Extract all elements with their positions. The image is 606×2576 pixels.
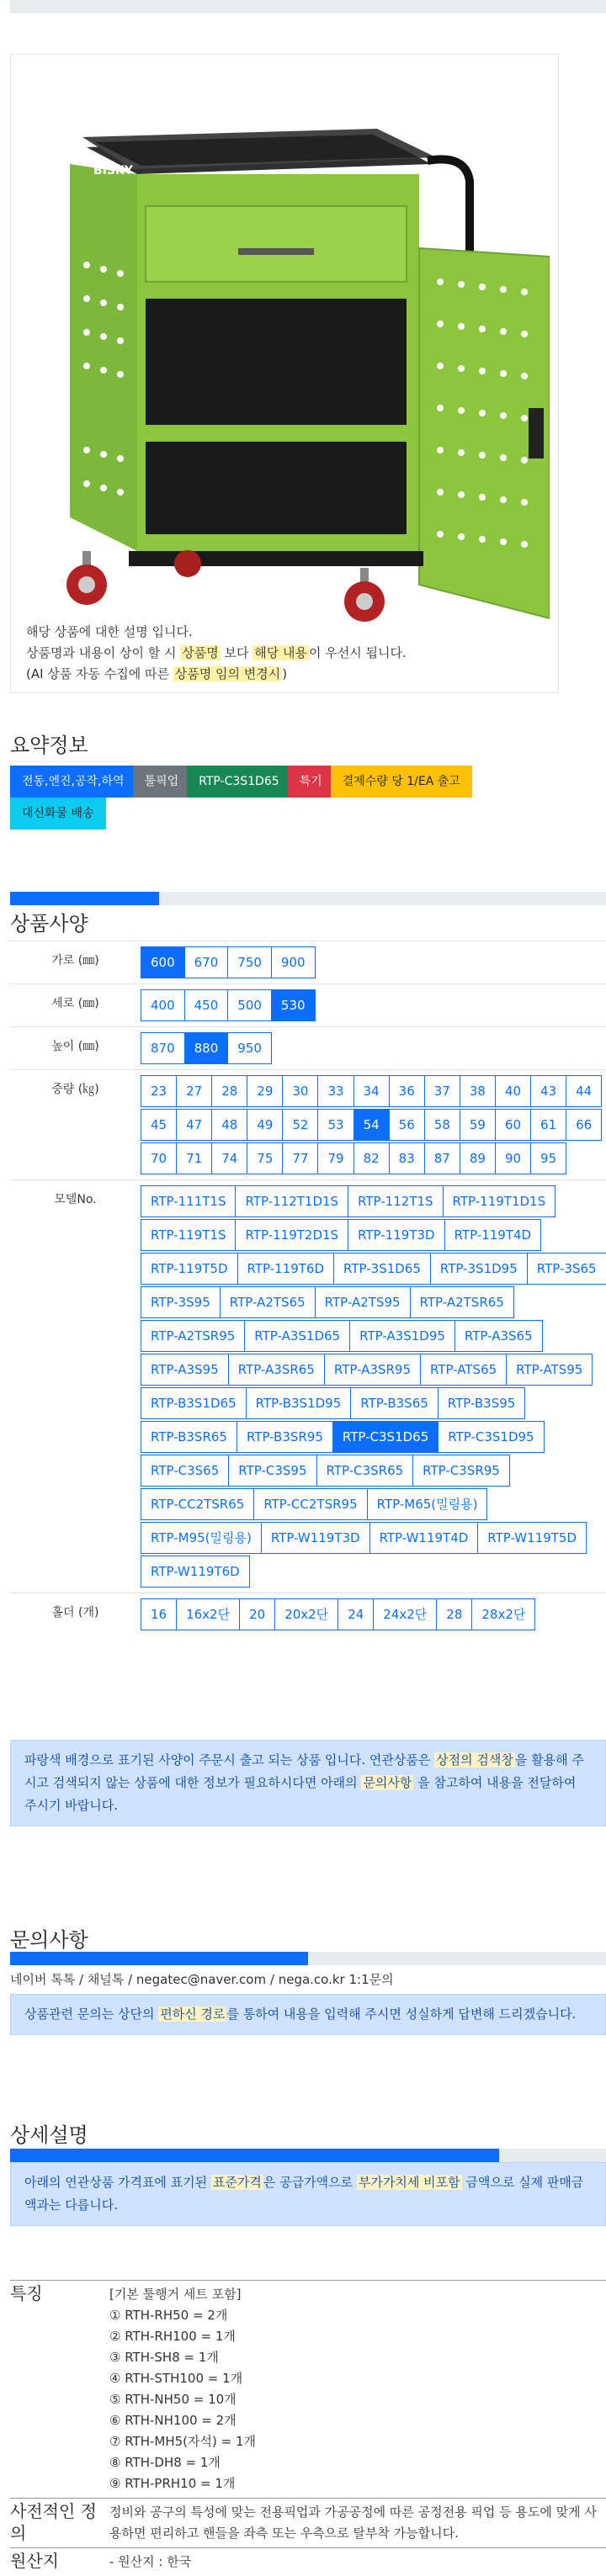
spec-option-button[interactable]: 30	[282, 1075, 318, 1107]
contact-links	[10, 1970, 394, 1988]
spec-option-button[interactable]: RTP-119T1S	[141, 1219, 236, 1251]
spec-option-button[interactable]: 37	[424, 1075, 460, 1107]
spec-option-button[interactable]: 44	[566, 1075, 602, 1107]
tool-cart-image	[45, 80, 550, 635]
spec-option-button[interactable]: 74	[211, 1142, 247, 1174]
spec-option-button[interactable]: RTP-B3S65	[350, 1387, 439, 1419]
spec-option-button[interactable]: 38	[460, 1075, 496, 1107]
spec-row	[10, 1027, 606, 1070]
spec-option-button[interactable]: 52	[282, 1109, 318, 1141]
detail-line: ④ RTH-STH100 = 1개	[109, 2368, 606, 2389]
spec-option-button[interactable]: 24	[338, 1598, 374, 1630]
spec-option-button[interactable]: RTP-119T1D1S	[443, 1185, 556, 1217]
spec-option-button[interactable]: 89	[460, 1142, 496, 1174]
spec-option-button[interactable]: RTP-C3S1D95	[438, 1421, 544, 1453]
detail-line: 정비와 공구의 특성에 맞는 전용픽업과 가공공정에 따른 공정전용 픽업 등 용도에 맞게 사용하면 편리하고 핸들을 좌측 또는 우측으로 탈부착 가능합니다.	[109, 2502, 606, 2544]
spec-option-button[interactable]: 34	[354, 1075, 390, 1107]
spec-option-button[interactable]: RTP-W119T4D	[369, 1522, 479, 1554]
contact-link[interactable]: 채널톡	[88, 1972, 124, 1987]
spec-option-button[interactable]: RTP-W119T5D	[477, 1522, 587, 1554]
spec-option-button[interactable]: RTP-C3SR65	[316, 1455, 414, 1487]
detail-line: ③ RTH-SH8 = 1개	[109, 2347, 606, 2368]
spec-option-button[interactable]: RTP-M65(밀링용)	[367, 1488, 488, 1520]
separator: /	[124, 1972, 136, 1987]
detail-line: [기본 툴행거 세트 포함]	[109, 2284, 606, 2305]
detail-line: ② RTH-RH100 = 1개	[109, 2326, 606, 2347]
spec-option-button[interactable]: RTP-3S1D65	[333, 1253, 431, 1285]
detail-value	[109, 2548, 606, 2576]
spec-option-button[interactable]: RTP-CC2TSR65	[141, 1488, 254, 1520]
spec-option-button[interactable]: RTP-C3SR95	[412, 1455, 510, 1487]
detail-key: 특징	[10, 2281, 109, 2499]
spec-option-button[interactable]: 750	[227, 946, 272, 978]
spec-option-button[interactable]: 29	[247, 1075, 283, 1107]
spec-option-button[interactable]: RTP-W119T6D	[141, 1556, 250, 1587]
spec-options	[141, 984, 606, 1027]
product-image-box	[10, 54, 559, 693]
spec-option-button[interactable]: 54	[354, 1109, 390, 1141]
detail-notice: 아래의 연관상품 가격표에 표기된 표준가격 은 공급가액으로 부가가치세 비포함 금액으로 실제 판매금액과는 다릅니다.	[10, 2162, 606, 2226]
spec-option-button[interactable]: 600	[141, 946, 185, 978]
spec-option-button[interactable]: 900	[271, 946, 316, 978]
spec-label: 세로 (㎜)	[10, 984, 141, 1027]
spec-option-button[interactable]: 950	[227, 1032, 272, 1064]
spec-option-button[interactable]: 58	[424, 1109, 460, 1141]
spec-option-button[interactable]: 61	[530, 1109, 566, 1141]
spec-option-button[interactable]: RTP-ATS95	[506, 1354, 593, 1386]
product-description	[26, 622, 407, 685]
summary-badge: 결제수량 당 1/EA 출고	[331, 766, 472, 798]
spec-options	[141, 1027, 606, 1070]
spec-label: 가로 (㎜)	[10, 941, 141, 984]
spec-option-button[interactable]: 870	[141, 1032, 185, 1064]
spec-option-button[interactable]: 28	[436, 1598, 472, 1630]
spec-option-button[interactable]: 24x2단	[373, 1598, 437, 1630]
spec-option-button[interactable]: RTP-A3SR65	[228, 1354, 325, 1386]
summary-title: 요약정보	[10, 729, 88, 758]
inquiry-progress	[10, 1952, 606, 1965]
spec-option-button[interactable]: RTP-A3S1D95	[349, 1320, 455, 1352]
spec-option-button[interactable]: RTP-M95(밀링용)	[141, 1522, 262, 1554]
spec-option-button[interactable]: 77	[282, 1142, 318, 1174]
spec-option-button[interactable]: 33	[317, 1075, 354, 1107]
spec-option-button[interactable]: 70	[141, 1142, 177, 1174]
detail-line: ⑨ RTH-PRH10 = 1개	[109, 2473, 606, 2494]
spec-option-button[interactable]: 49	[247, 1109, 283, 1141]
spec-option-button[interactable]: RTP-112T1S	[348, 1185, 443, 1217]
spec-option-button[interactable]: RTP-119T4D	[444, 1219, 542, 1251]
detail-line: ① RTH-RH50 = 2개	[109, 2305, 606, 2326]
spec-option-button[interactable]: RTP-C3S65	[141, 1455, 229, 1487]
spec-option-button[interactable]: RTP-112T1D1S	[235, 1185, 348, 1217]
spec-option-button[interactable]: 450	[184, 989, 229, 1021]
description-line: (AI 상품 자동 수집에 따른 상품명 임의 변경시 )	[26, 664, 407, 685]
spec-option-button[interactable]: 16x2단	[176, 1598, 240, 1630]
spec-option-button[interactable]: RTP-A3S1D65	[244, 1320, 350, 1352]
spec-options	[141, 1180, 606, 1593]
spec-option-button[interactable]: 27	[176, 1075, 212, 1107]
summary-badge: RTP-C3S1D65	[187, 766, 291, 798]
specs-progress	[10, 892, 606, 905]
spec-notice: 파랑색 배경으로 표기된 사양이 주문시 출고 되는 상품 입니다. 연관상품은 상점의 검색창 을 활용해 주시고 검색되지 않는 상품에 대한 정보가 필요하시다면 아래의 문의사항 을 참고하여 내용을 전달하여 주시기 바랍니다.	[10, 1740, 606, 1826]
contact-link[interactable]: nega.co.kr 1:1문의	[279, 1972, 394, 1987]
description-line: 해당 상품에 대한 설명 입니다.	[26, 622, 407, 643]
spec-option-button[interactable]: RTP-B3S1D65	[141, 1387, 247, 1419]
spec-option-button[interactable]: RTP-B3SR95	[237, 1421, 333, 1453]
spec-label: 모델No.	[10, 1180, 141, 1593]
summary-badge: 대신화물 배송	[10, 798, 106, 830]
contact-link[interactable]: negatec@naver.com	[136, 1972, 266, 1987]
summary-badge: 특기	[288, 766, 334, 798]
specs-title: 상품사양	[10, 907, 88, 936]
separator: /	[75, 1972, 88, 1987]
spec-option-button[interactable]: RTP-119T5D	[141, 1253, 238, 1285]
inquiry-notice: 상품관련 문의는 상단의 편하신 경로 를 통하여 내용을 입력해 주시면 성실하게 답변해 드리겠습니다.	[10, 1994, 606, 2035]
spec-option-button[interactable]: RTP-A3S65	[454, 1320, 543, 1352]
spec-option-button[interactable]: 87	[424, 1142, 460, 1174]
spec-option-button[interactable]: 56	[389, 1109, 425, 1141]
detail-line: - 원산지 : 한국	[109, 2552, 606, 2573]
top-progress-bar	[10, 0, 606, 13]
spec-option-button[interactable]: 530	[271, 989, 316, 1021]
spec-option-button[interactable]: 16	[141, 1598, 177, 1630]
spec-option-button[interactable]: RTP-W119T3D	[261, 1522, 370, 1554]
detail-table	[10, 2280, 606, 2576]
spec-option-button[interactable]: RTP-B3SR65	[141, 1421, 237, 1453]
spec-row	[10, 941, 606, 984]
spec-options	[141, 1070, 606, 1180]
spec-option-button[interactable]: RTP-C3S1D65	[332, 1421, 439, 1453]
spec-option-button[interactable]: 500	[227, 989, 272, 1021]
svg-text:BISKY: BISKY	[93, 164, 134, 178]
spec-label: 중량 (㎏)	[10, 1070, 141, 1180]
spec-option-button[interactable]: 47	[176, 1109, 212, 1141]
spec-row	[10, 984, 606, 1027]
spec-option-button[interactable]: 66	[566, 1109, 602, 1141]
spec-option-button[interactable]: 82	[354, 1142, 390, 1174]
spec-option-button[interactable]: 20	[239, 1598, 275, 1630]
spec-option-button[interactable]: 83	[389, 1142, 425, 1174]
spec-options	[141, 1593, 606, 1636]
detail-progress	[10, 2149, 606, 2162]
spec-options	[141, 941, 606, 984]
spec-option-button[interactable]: 71	[176, 1142, 212, 1174]
detail-row	[10, 2499, 606, 2548]
spec-table	[10, 941, 606, 1635]
spec-option-button[interactable]: 75	[247, 1142, 283, 1174]
spec-option-button[interactable]: 36	[389, 1075, 425, 1107]
spec-row	[10, 1593, 606, 1636]
detail-line: ⑦ RTH-MH5(자석) = 1개	[109, 2431, 606, 2452]
spec-option-button[interactable]: RTP-3S1D95	[430, 1253, 528, 1285]
spec-label: 높이 (㎜)	[10, 1027, 141, 1070]
spec-row	[10, 1180, 606, 1593]
spec-option-button[interactable]: 880	[184, 1032, 229, 1064]
spec-row	[10, 1070, 606, 1180]
spec-option-button[interactable]: RTP-A3SR95	[324, 1354, 421, 1386]
spec-option-button[interactable]: RTP-CC2TSR95	[253, 1488, 367, 1520]
spec-option-button[interactable]: RTP-A3S95	[141, 1354, 229, 1386]
spec-option-button[interactable]: 23	[141, 1075, 177, 1107]
spec-option-button[interactable]: 20x2단	[274, 1598, 338, 1630]
detail-line: ⑤ RTH-NH50 = 10개	[109, 2389, 606, 2410]
spec-option-button[interactable]: RTP-119T3D	[348, 1219, 445, 1251]
summary-badge: 툴픽업	[133, 766, 191, 798]
spec-option-button[interactable]: RTP-111T1S	[141, 1185, 236, 1217]
spec-option-button[interactable]: 400	[141, 989, 185, 1021]
contact-link[interactable]: 네이버 톡톡	[10, 1972, 75, 1987]
spec-option-button[interactable]: RTP-C3S95	[228, 1455, 316, 1487]
spec-option-button[interactable]: RTP-B3S95	[438, 1387, 526, 1419]
spec-option-button[interactable]: 28	[211, 1075, 247, 1107]
spec-option-button[interactable]: RTP-119T6D	[237, 1253, 335, 1285]
detail-key: 원산지	[10, 2548, 109, 2576]
spec-option-button[interactable]: RTP-A2TSR95	[141, 1320, 245, 1352]
spec-option-button[interactable]: 43	[530, 1075, 566, 1107]
summary-badge: 전동,엔진,공작,하역	[10, 766, 136, 798]
spec-option-button[interactable]: 60	[495, 1109, 531, 1141]
detail-row	[10, 2281, 606, 2499]
summary-badges	[10, 766, 599, 830]
spec-option-button[interactable]: 95	[530, 1142, 566, 1174]
spec-option-button[interactable]: 45	[141, 1109, 177, 1141]
spec-option-button[interactable]: 28x2단	[471, 1598, 535, 1630]
spec-option-button[interactable]: RTP-A2TS65	[220, 1286, 316, 1318]
detail-line: ⑧ RTH-DH8 = 1개	[109, 2452, 606, 2473]
spec-option-button[interactable]: 59	[460, 1109, 496, 1141]
spec-option-button[interactable]: 670	[184, 946, 229, 978]
spec-option-button[interactable]: RTP-A2TS95	[315, 1286, 411, 1318]
detail-row	[10, 2548, 606, 2576]
detail-title: 상세설명	[10, 2118, 88, 2148]
separator: /	[266, 1972, 279, 1987]
detail-key: 사전적인 정의	[10, 2499, 109, 2548]
spec-option-button[interactable]: RTP-B3S1D95	[246, 1387, 352, 1419]
spec-option-button[interactable]: 48	[211, 1109, 247, 1141]
spec-option-button[interactable]: 90	[495, 1142, 531, 1174]
detail-line: ⑥ RTH-NH100 = 2개	[109, 2410, 606, 2431]
spec-option-button[interactable]: RTP-119T2D1S	[235, 1219, 348, 1251]
spec-option-button[interactable]: 40	[495, 1075, 531, 1107]
spec-option-button[interactable]: RTP-ATS65	[420, 1354, 507, 1386]
spec-option-button[interactable]: RTP-A2TSR65	[410, 1286, 514, 1318]
detail-value	[109, 2281, 606, 2499]
spec-option-button[interactable]: 79	[317, 1142, 354, 1174]
detail-value	[109, 2499, 606, 2548]
spec-option-button[interactable]: RTP-3S65	[527, 1253, 606, 1285]
description-line: 상품명과 내용이 상이 할 시 상품명 보다 해당 내용 이 우선시 됩니다.	[26, 643, 407, 664]
inquiry-title: 문의사항	[10, 1923, 88, 1953]
spec-option-button[interactable]: RTP-3S95	[141, 1286, 221, 1318]
spec-option-button[interactable]: 53	[317, 1109, 354, 1141]
spec-label: 홀더 (개)	[10, 1593, 141, 1636]
